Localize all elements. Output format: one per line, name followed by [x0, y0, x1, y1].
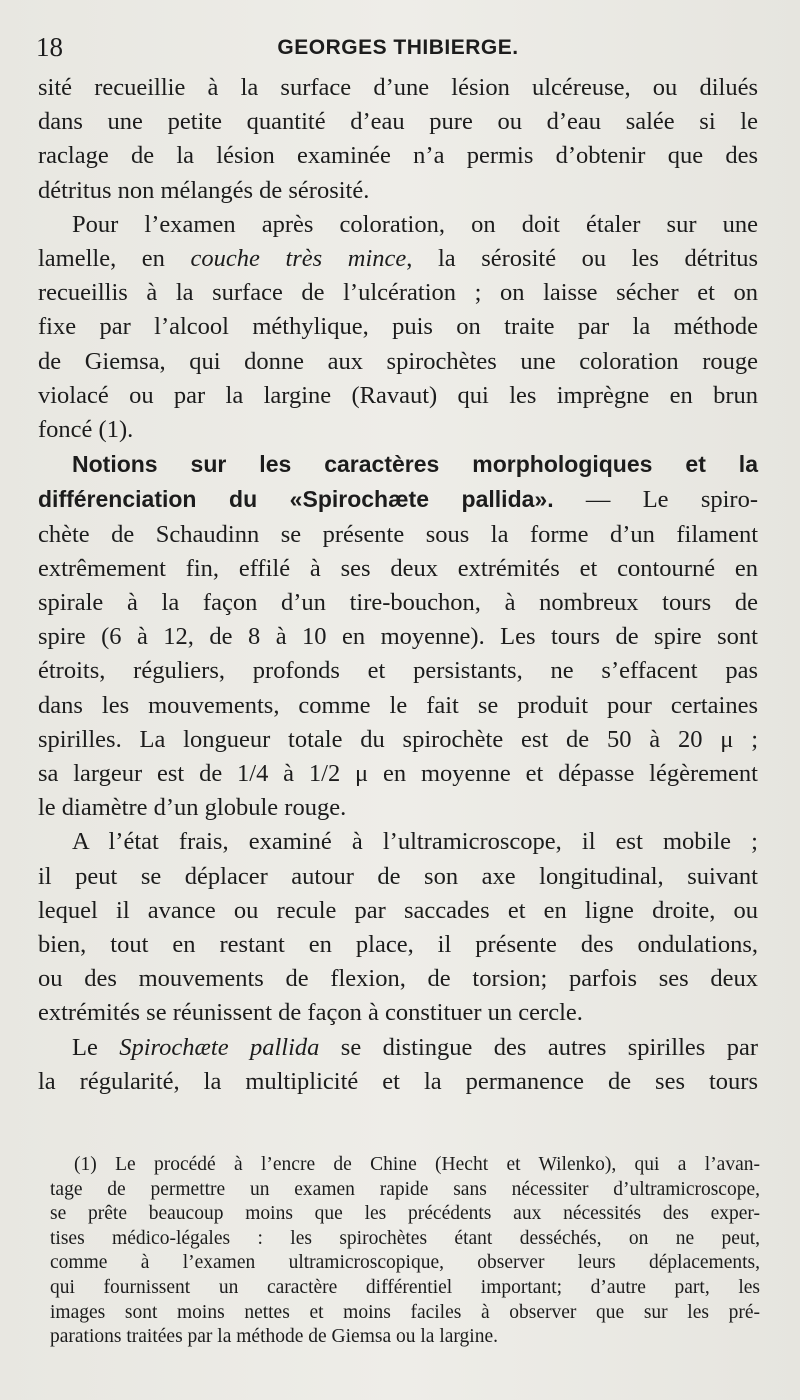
text-line: foncé (1).	[38, 416, 134, 444]
text-line	[38, 242, 758, 276]
text-line: spire (6 à 12, de 8 à 10 en moyenne). Les tours de spire sont	[38, 623, 758, 651]
footnote-line: tage de permettre un examen rapide sans nécessiter d’ultramicroscope,	[50, 1178, 760, 1200]
page-number: 18	[36, 32, 63, 62]
text-line: étroits, réguliers, profonds et persistants, ne s’effacent pas	[38, 657, 758, 685]
footnote-line: parations traitées par la méthode de Giemsa ou la largine.	[50, 1326, 498, 1348]
footnote-line: tises médico-légales : les spirochètes étant desséchés, on ne peut,	[50, 1227, 760, 1249]
text-line: le diamètre d’un globule rouge.	[38, 794, 347, 822]
text-line: il peut se déplacer autour de son axe longitudinal, suivant	[38, 862, 758, 890]
text-line: extrémités se réunissent de façon à constituer un cercle.	[38, 999, 583, 1027]
page-header	[36, 30, 760, 70]
emphasis-text: Spirochæte pallida	[119, 1033, 320, 1061]
text-line: sa largeur est de 1/4 à 1/2 μ en moyenne et dépasse légèrement	[38, 760, 758, 788]
text-line: violacé ou par la largine (Ravaut) qui les imprègne en brun	[38, 381, 758, 409]
footnote-line: images sont moins nettes et moins faciles à observer que sur les pré-	[50, 1301, 760, 1323]
running-title: GEORGES THIBIERGE.	[277, 36, 519, 59]
text-line: dans une petite quantité d’eau pure ou d’eau salée si le	[38, 108, 758, 136]
text-line: détritus non mélangés de sérosité.	[38, 176, 370, 204]
text-line: A l’état frais, examiné à l’ultramicroscope, il est mobile ;	[72, 828, 758, 856]
section-heading-line	[38, 447, 758, 482]
text-line: dans les mouvements, comme le fait se produit pour certaines	[38, 691, 758, 719]
emphasis-text: couche très mince	[190, 245, 407, 273]
text-line: bien, tout en restant en place, il présente des ondulations,	[38, 931, 758, 959]
text-line: la régularité, la multiplicité et la permanence de ses tours	[38, 1067, 758, 1095]
text-line: lequel il avance ou recule par saccades et en ligne droite, ou	[38, 896, 758, 924]
text-run: lamelle, en	[38, 245, 191, 273]
text-line: recueillis à la surface de l’ulcération ; on laisse sécher et on	[38, 279, 758, 307]
text-line: fixe par l’alcool méthylique, puis on traite par la méthode	[38, 313, 758, 341]
text-line: spirale à la façon d’un tire-bouchon, à nombreux tours de	[38, 589, 758, 617]
text-line: chète de Schaudinn se présente sous la forme d’un filament	[38, 520, 758, 548]
text-line: sité recueillie à la surface d’une lésion ulcéreuse, ou dilués	[38, 74, 758, 101]
text-line: de Giemsa, qui donne aux spirochètes une coloration rouge	[38, 347, 758, 375]
text-run: — Le spiro-	[553, 486, 758, 514]
section-heading: différenciation du «Spirochæte pallida».	[38, 486, 554, 513]
text-line: spirilles. La longueur totale du spirochète est de 50 à 20 μ ;	[38, 725, 758, 753]
text-line: raclage de la lésion examinée n’a permis d’obtenir que des	[38, 142, 758, 170]
text-run: se distingue des autres spirilles par	[319, 1033, 759, 1061]
footnote	[50, 1153, 760, 1350]
text-line	[38, 482, 758, 517]
text-line: extrêmement fin, effilé à ses deux extrémités et contourné en	[38, 554, 758, 582]
footnote-line: qui fournissent un caractère différentiel important; d’autre part, les	[50, 1276, 760, 1298]
text-line	[38, 1031, 758, 1065]
text-run: , la sérosité ou les détritus	[406, 245, 758, 273]
text-run: Le	[72, 1033, 120, 1061]
text-line: Pour l’examen après coloration, on doit étaler sur une	[72, 210, 758, 238]
section-heading: Notions sur les caractères morphologiques et la	[72, 451, 758, 478]
footnote-line: (1) Le procédé à l’encre de Chine (Hecht et Wilenko), qui a l’avan-	[74, 1154, 760, 1175]
footnote-line: comme à l’examen ultramicroscopique, observer leurs déplacements,	[50, 1252, 760, 1274]
body-text	[38, 71, 758, 1099]
text-line: ou des mouvements de flexion, de torsion; parfois ses deux	[38, 965, 758, 993]
footnote-line: se prête beaucoup moins que les précédents aux nécessités des exper-	[50, 1203, 760, 1225]
